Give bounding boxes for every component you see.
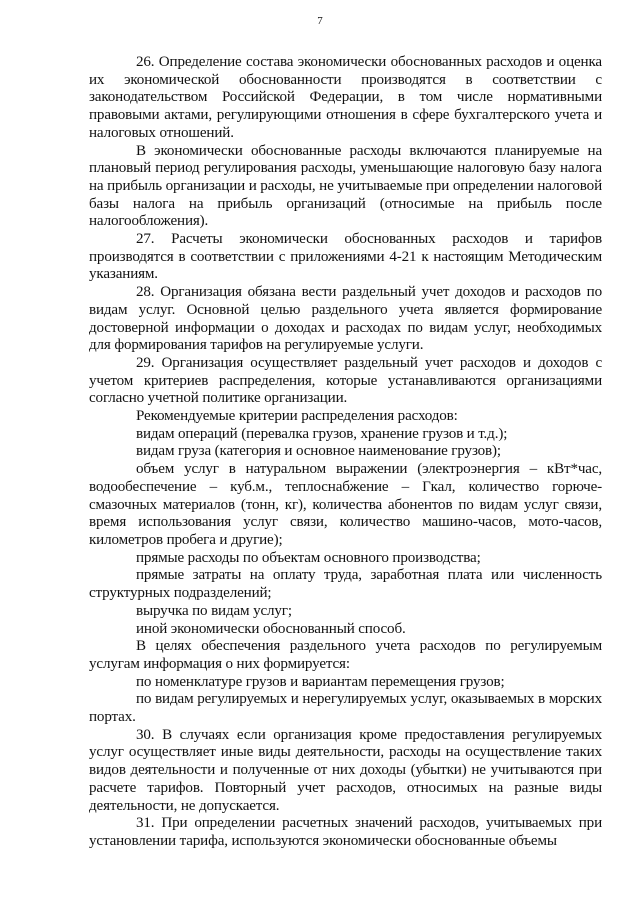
document-body [89,54,602,851]
separate-accounting-item-nomenclature: по номенклатуре грузов и вариантам перемещения грузов; [136,673,505,690]
criteria-item-labor-costs: прямые затраты на оплату труда, заработная плата или численность структурных подразделений; [89,567,602,602]
paragraph-27: 27. Расчеты экономически обоснованных расходов и тарифов производятся в соответствии с приложениями 4-21 к настоящим Методическим указаниям. [89,231,602,283]
paragraph-30: 30. В случаях если организация кроме предоставления регулируемых услуг осуществляет иные виды деятельности, расходы на осуществление таких видов деятельности и полученные от них доходы (убытки) не учитываются при расчете тарифов. Повторный учет расходов, относимых на разные виды деятельности, не допускается. [89,726,602,814]
paragraph-28: 28. Организация обязана вести раздельный учет доходов и расходов по видам услуг. Основной целью раздельного учета является формирование достоверной информации о доходах и расходах по видам услуг, необходимых для формирования тарифов на регулируемые услуги. [89,284,602,354]
criteria-item-operations: видам операций (перевалка грузов, хранение грузов и т.д.); [136,425,508,442]
criteria-item-volume: объем услуг в натуральном выражении (электроэнергия – кВт*час, водообеспечение – куб.м., теплоснабжение – Гкал, количество горюче-смазочных материалов (тонн, кг), количества абонентов по видам услуг связи, время использования услуг связи, количество машино-часов, мото-часов, километров пробега и другие); [89,461,602,548]
paragraph-included-expenses: В экономически обоснованные расходы включаются планируемые на плановый период регулирования расходы, уменьшающие налоговую базу налога на прибыль организации и расходы, не учитываемые при определении налоговой базы налога на прибыль организаций (относимые на прибыль после налогообложения). [89,142,602,230]
separate-accounting-intro: В целях обеспечения раздельного учета расходов по регулируемым услугам информация о них формируется: [89,638,602,672]
page-number: 7 [317,15,323,27]
criteria-item-direct-costs: прямые расходы по объектам основного производства; [136,549,481,566]
criteria-heading: Рекомендуемые критерии распределения расходов: [136,408,458,425]
paragraph-29: 29. Организация осуществляет раздельный учет расходов и доходов с учетом критериев распределения, которые устанавливаются организациями согласно учетной политике организации. [89,354,602,407]
criteria-item-cargo-types: видам груза (категория и основное наименование грузов); [136,443,501,460]
criteria-item-revenue: выручка по видам услуг; [136,602,292,619]
paragraph-31: 31. При определении расчетных значений расходов, учитываемых при установлении тарифа, используются экономически обоснованные объемы [89,815,602,849]
criteria-item-other: иной экономически обоснованный способ. [136,620,406,637]
paragraph-26: 26. Определение состава экономически обоснованных расходов и оценка их экономической обоснованности производятся в соответствии с законодательством Российской Федерации, в том числе нормативными правовыми актами, регулирующими отношения в сфере бухгалтерского учета и налоговых отношений. [89,54,602,141]
separate-accounting-item-services: по видам регулируемых и нерегулируемых услуг, оказываемых в морских портах. [89,691,602,726]
